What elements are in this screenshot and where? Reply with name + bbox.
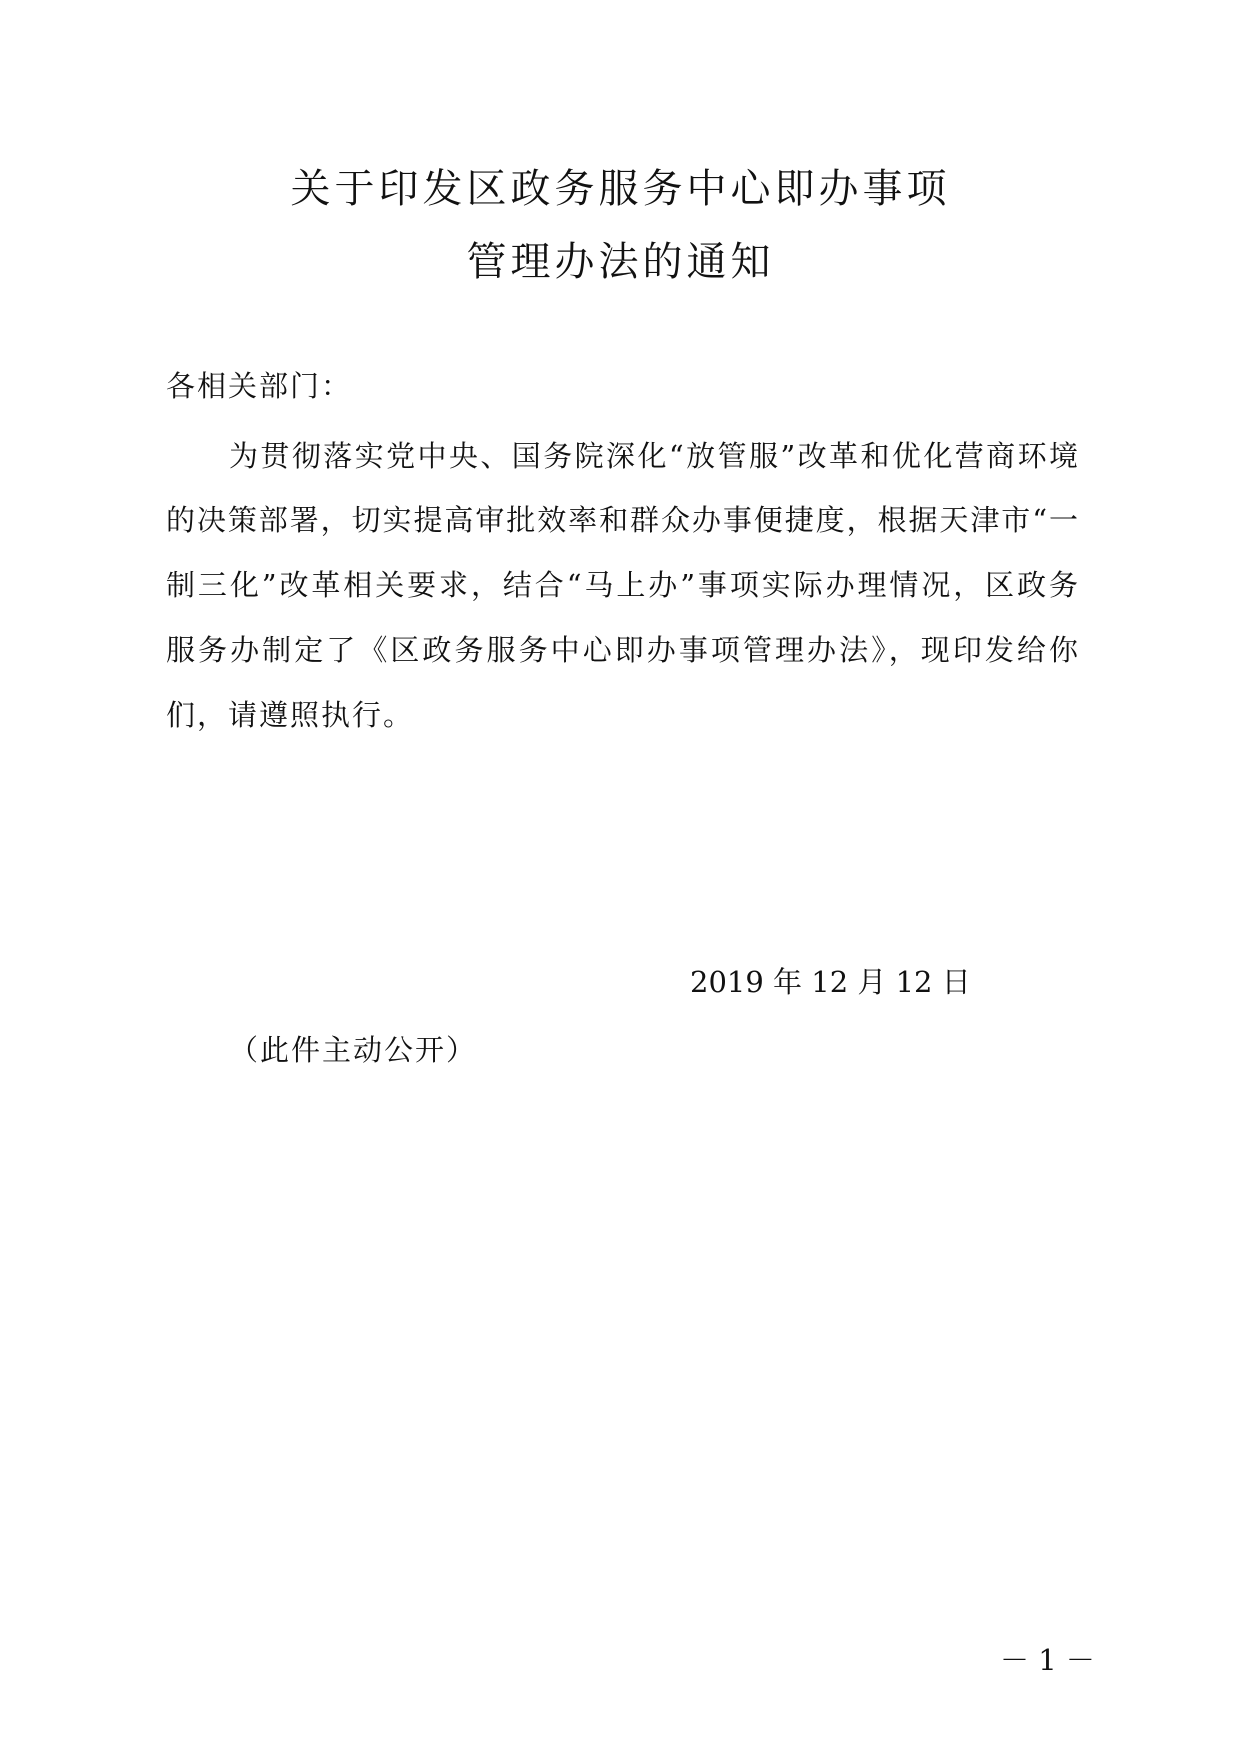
body-line-5: 们，请遵照执行。 [166, 698, 415, 732]
body-line-3: 制三化”改革相关要求，结合“马上办”事项实际办理情况，区政务 [166, 568, 1078, 602]
body-line-4: 服务办制定了《区政务服务中心即办事项管理办法》，现印发给你 [166, 633, 1078, 667]
document-title-line-1: 关于印发区政务服务中心即办事项 [290, 166, 951, 212]
salutation: 各相关部门： [166, 369, 353, 403]
body-line-1: 为贯彻落实党中央、国务院深化“放管服”改革和优化营商环境 [229, 439, 1078, 473]
document-title-line-2: 管理办法的通知 [466, 239, 775, 285]
document-date: 2019 年 12 月 12 日 [690, 965, 971, 999]
disclosure-note: （此件主动公开） [229, 1033, 478, 1067]
body-line-2: 的决策部署，切实提高审批效率和群众办事便捷度，根据天津市“一 [166, 503, 1078, 537]
page-number: － 1 － [1000, 1643, 1095, 1677]
